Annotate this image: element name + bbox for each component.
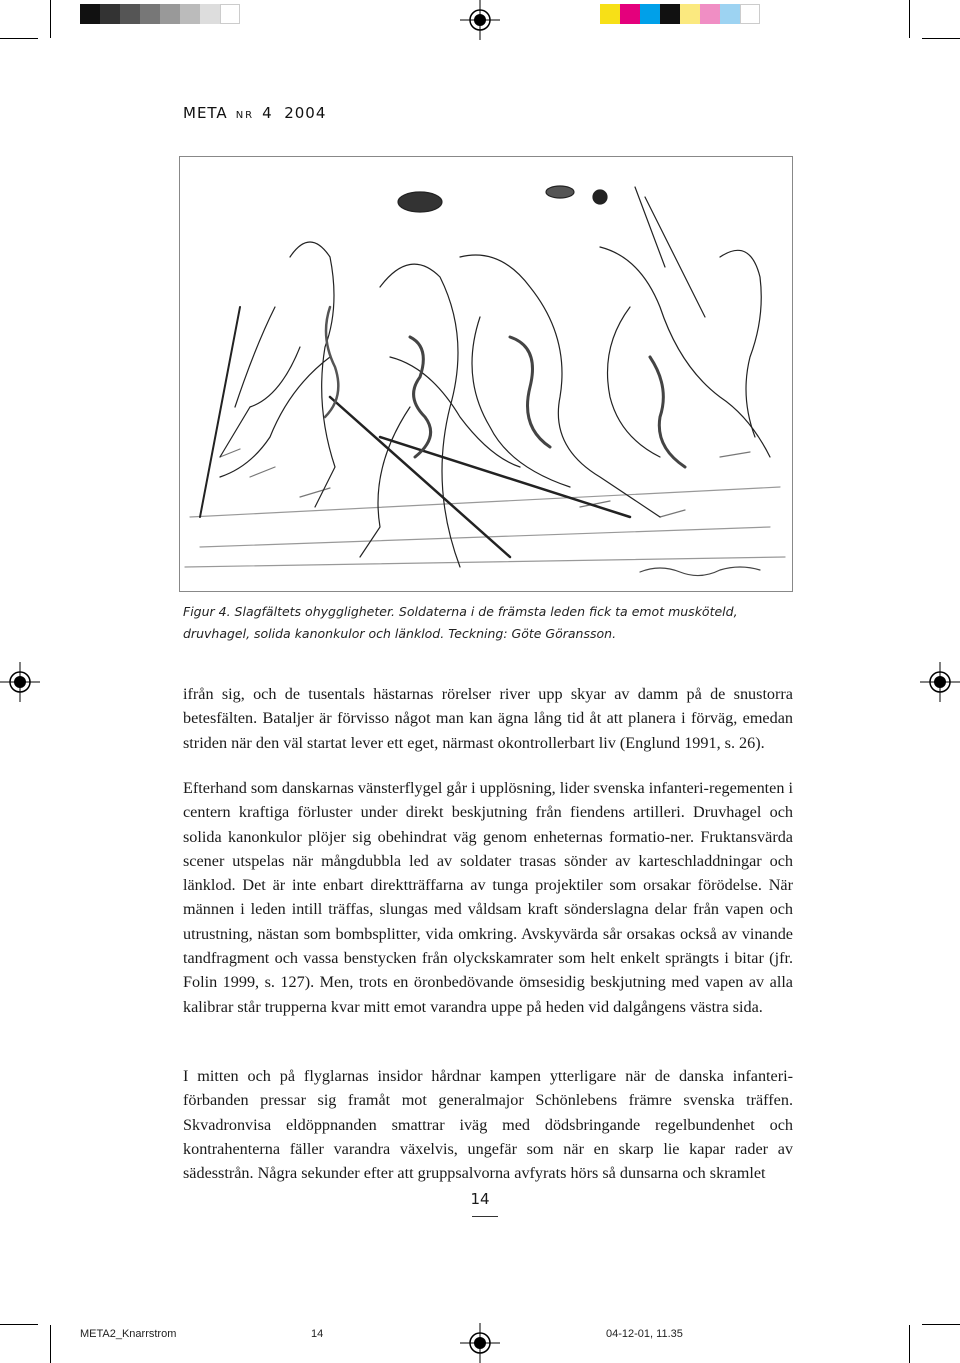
registration-mark-icon (0, 662, 40, 702)
swatch (600, 4, 620, 24)
slug-filename: META2_Knarrstrom (80, 1328, 177, 1340)
crop-mark (0, 1324, 38, 1325)
running-header (183, 104, 326, 122)
paragraph (183, 682, 793, 755)
journal-name: META (183, 104, 228, 122)
figure-illustration (179, 156, 793, 592)
swatch (620, 4, 640, 24)
swatch (180, 4, 200, 24)
figure-caption: Figur 4. Slagfältets ohyggligheter. Soldaterna i de främsta leden fick ta emot musköteld, druvhagel, solida kanonkulor och länklod. Teckning: Göte Göransson. (183, 604, 738, 641)
crop-mark (50, 1325, 51, 1363)
issue-number: 4 (262, 104, 273, 122)
paragraph (183, 1064, 793, 1185)
crop-mark (909, 1325, 910, 1363)
slug-page: 14 (311, 1328, 324, 1340)
battle-sketch-icon (180, 157, 792, 591)
swatch (660, 4, 680, 24)
crop-mark (50, 0, 51, 38)
swatch (220, 4, 240, 24)
swatch (160, 4, 180, 24)
issue-label: NR (235, 110, 255, 121)
registration-mark-icon (460, 1323, 500, 1363)
registration-mark-icon (920, 662, 960, 702)
swatch (700, 4, 720, 24)
swatch (80, 4, 100, 24)
process-color-bar (600, 4, 760, 24)
page-number: 14 (470, 1190, 490, 1208)
swatch (640, 4, 660, 24)
slug-timestamp: 04-12-01, 11.35 (606, 1328, 683, 1340)
swatch (100, 4, 120, 24)
swatch (140, 4, 160, 24)
issue-year: 2004 (284, 104, 327, 122)
swatch (680, 4, 700, 24)
paragraph-text: Efterhand som danskarnas vänsterflygel går i upplösning, lider svenska infanteri-regementen i centern kraftiga förluster under direkt beskjutning från fiendens artilleri. Druvhagel och solida kanonkulor plöjer sig obehindrat väg genom enheternas formatio-ner. Fruktansvärda scener utspelas när mångdubbla led av soldater trasas sönder av karteschladdningar och länklod. Det är inte enbart direktträffarna av tunga projektiler som orsakar förödelse. När männen i leden intill träffas, slungas med våldsam kraft sönderslagna delar från vapen och utrustning, nästan som bombsplitter, vida omkring. Avskyvärda sår orsakas också av vinande tandfragment och vassa benstycken från olyckskamrater som helt enkelt sprängts i bitar (jfr. Folin 1999, s. 127). Men, trots en öronbedövande ömsesidig beskjutning med vapen av alla kalibrar står trupperna kvar mitt emot varandra uppe på heden vid dalgångens västra sida. (183, 779, 793, 1016)
paragraph-text: ifrån sig, och de tusentals hästarnas rörelser river upp skyar av damm på de snustorra betesfälten. Bataljer är förvisso något man kan ägna lång tid åt att planera i förväg, emedan striden när den väl startat lever ett eget, närmast okontrollerbart liv (Englund 1991, s. 26). (183, 685, 793, 752)
grayscale-color-bar (80, 4, 240, 24)
paragraph (183, 776, 793, 1019)
swatch (740, 4, 760, 24)
paragraph-text: I mitten och på flyglarnas insidor hårdnar kampen ytterligare när de danska infanteri-förbanden pressar sig framåt mot generalmajor Schönlebens främre svenska träffen. Skvadronvisa eldöppnanden smattrar iväg med dödsbringande regelbundenhet och kontrahenterna fäller varandra växelvis, ungefär som när en skarp lie kapar rader av sädesstrån. Några sekunder efter att gruppsalvorna avfyrats hörs så dunsarna och skramlet (183, 1067, 793, 1183)
swatch (120, 4, 140, 24)
crop-mark (0, 38, 38, 39)
crop-mark (909, 0, 910, 38)
crop-mark (922, 1324, 960, 1325)
swatch (720, 4, 740, 24)
registration-mark-icon (460, 0, 500, 40)
page-number-rule (472, 1216, 498, 1217)
swatch (200, 4, 220, 24)
crop-mark (922, 38, 960, 39)
